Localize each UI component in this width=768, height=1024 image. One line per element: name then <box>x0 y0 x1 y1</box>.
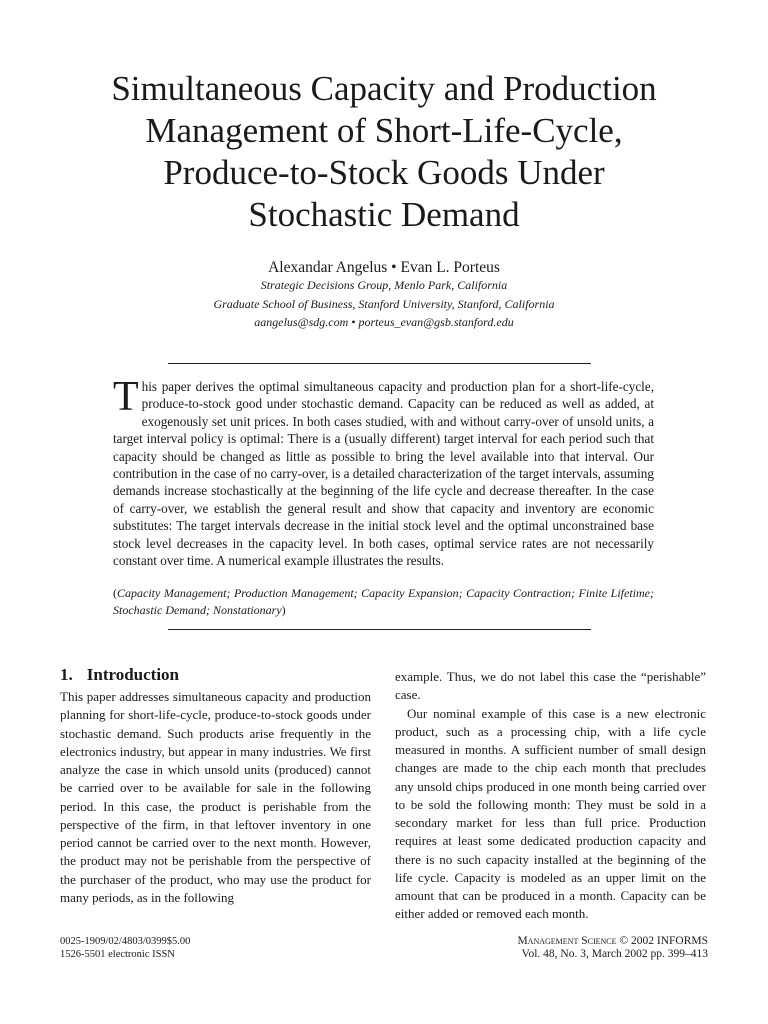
footer-code: 0025-1909/02/4803/0399$5.00 <box>60 936 191 947</box>
abstract-dropcap: T <box>113 374 139 420</box>
section-title: Introduction <box>86 665 180 684</box>
authors: Alexandar Angelus • Evan L. Porteus <box>268 259 500 276</box>
affiliation-stanford: Graduate School of Business, Stanford University, Stanford, California <box>213 297 555 311</box>
title-line: Produce-to-Stock Goods Under <box>163 153 605 192</box>
footer-issn <box>60 935 190 961</box>
paper-title <box>60 68 708 236</box>
right-column <box>395 668 706 924</box>
abstract-text: his paper derives the optimal simultaneous capacity and production plan for a short-life-cycle, produce-to-stock good under stochastic demand. Capacity can be reduced as well as added, at exogenously set unit prices. In both cases studied, with and without carry-over of unsold units, a target interval policy is optimal: There is a (usually different) target interval for each period such that capacity should be changed as little as possible to bring the level available into that interval. Our contribution in the case of no carry-over, is a detailed characterization of the target intervals, assuming demands increase stochastically at the beginning of the life cycle and decrease thereafter. In the case of carry-over, we establish the general result and show that capacity and inventory are economic substitutes: The target intervals decrease in the initial stock level and the optimal unconstrained base stock level decreases in the capacity level. In both cases, optimal service rates are not necessarily constant over time. A numerical example illustrates the results. <box>113 379 654 569</box>
abstract-bottom-rule <box>168 629 591 630</box>
keywords-open-paren: ( <box>113 586 117 600</box>
footer-electronic-issn: 1526-5501 electronic ISSN <box>60 949 175 960</box>
abstract-top-rule <box>168 363 591 364</box>
intro-paragraph: This paper addresses simultaneous capacity and production planning for short-life-cycle, produce-to-stock goods under stochastic demand. Such products arise frequently in the electronics industry, but appear in many industries. We first analyze the case in which unsold units (produced) cannot be carried over to be available for sale in the following period. In this case, the product is perishable from the perspective of the firm, in that leftover inventory in one period cannot be carried over to the next month. However, the product may not be perishable from the perspective of the purchaser of the product, who may use the product for many periods, as in the following <box>60 689 371 905</box>
keywords-close-paren: ) <box>281 603 286 618</box>
affiliation-sdg: Strategic Decisions Group, Menlo Park, California <box>260 278 508 292</box>
paragraph-nominal-example: Our nominal example of this case is a new electronic product, such as a processing chip, with a life cycle measured in months. A sufficient number of small design changes are made to the chip each month that precludes any unsold chips produced in one month being carried over to be sold the following month: They must be sold in a secondary market for less than full price. Production requires at least some dedicated production capacity and there is no such capacity installed at the beginning of the life cycle. Capacity is modeled as an upper limit on the amount that can be produced in a month. Capacity can be either added or removed each month. <box>395 705 706 922</box>
title-line: Simultaneous Capacity and Production <box>111 69 657 108</box>
title-line: Management of Short-Life-Cycle, <box>145 111 623 150</box>
left-column <box>60 664 371 907</box>
journal-name: Management Science <box>517 935 617 947</box>
keywords <box>113 585 654 619</box>
section-number: 1. <box>60 665 73 684</box>
volume-info: Vol. 48, No. 3, March 2002 pp. 399–413 <box>521 948 708 960</box>
title-line: Stochastic Demand <box>248 195 520 234</box>
abstract <box>113 374 654 569</box>
keywords-text: Capacity Management; Production Management; Capacity Expansion; Capacity Contraction; Finite Lifetime; Stochastic Demand; Nonstationary <box>113 586 654 618</box>
footer-journal-info <box>517 935 708 961</box>
section-heading <box>60 664 371 686</box>
copyright: © 2002 INFORMS <box>619 935 708 947</box>
paragraph-continuation: example. Thus, we do not label this case the “perishable” case. <box>395 669 706 703</box>
author-emails: aangelus@sdg.com • porteus_evan@gsb.stanford.edu <box>254 315 514 329</box>
footer-journal-line <box>517 935 708 948</box>
